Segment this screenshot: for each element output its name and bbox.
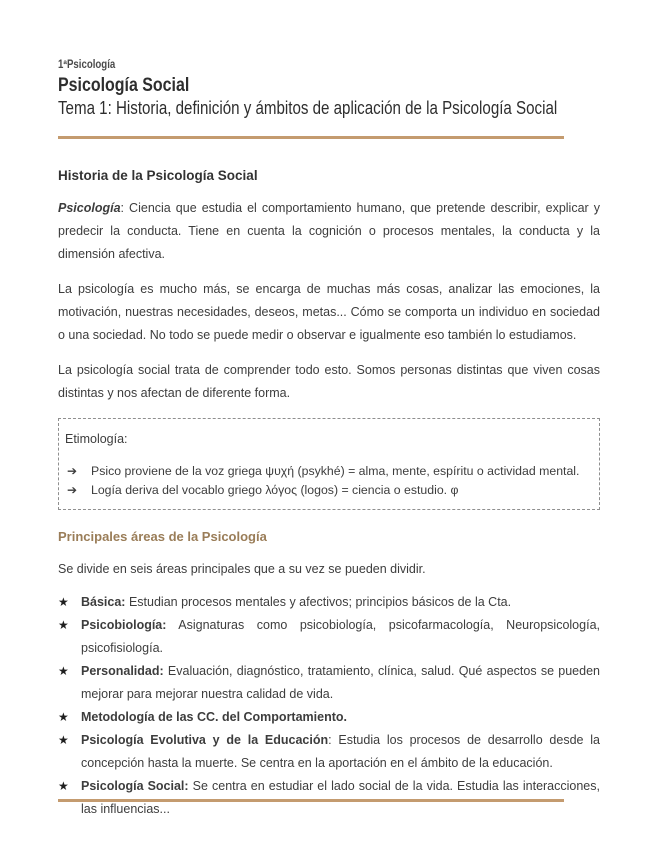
list-item-basica bbox=[58, 591, 600, 614]
right-arrow-icon: ➔ bbox=[67, 483, 78, 497]
list-item-lead: Básica: bbox=[81, 595, 126, 609]
paragraph-definicion-text: : Ciencia que estudia el comportamiento humano, que pretende describir, explicar y predecir la conducta. Tiene en cuenta la cognición o procesos mentales, la conducta y la dimensión afectiva. bbox=[58, 201, 600, 261]
document-title: Psicología Social bbox=[58, 75, 190, 96]
list-item-text: Asignaturas como psicobiología, psicofarmacología, Neuropsicología, psicofisiología. bbox=[81, 618, 600, 655]
list-item-social bbox=[58, 775, 600, 821]
star-icon: ★ bbox=[58, 595, 69, 609]
document-header bbox=[58, 58, 600, 139]
list-item-lead: Metodología de las CC. del Comportamiento. bbox=[81, 710, 347, 724]
section-heading-historia: Historia de la Psicología Social bbox=[58, 168, 258, 183]
star-icon: ★ bbox=[58, 779, 69, 793]
star-icon: ★ bbox=[58, 733, 69, 747]
list-item-text: Se centra en estudiar el lado social de la vida. Estudia las interacciones, las influencias... bbox=[81, 779, 600, 816]
list-item-lead: Personalidad: bbox=[81, 664, 164, 678]
star-icon: ★ bbox=[58, 618, 69, 632]
list-item-text: Estudian procesos mentales y afectivos; principios básicos de la Cta. bbox=[125, 595, 512, 609]
star-icon: ★ bbox=[58, 710, 69, 724]
section-heading-areas: Principales áreas de la Psicología bbox=[58, 529, 267, 544]
paragraph-psicologia-social: La psicología social trata de comprender todo esto. Somos personas distintas que viven cosas distintas y nos afectan de diferente forma. bbox=[58, 363, 600, 400]
section-areas bbox=[58, 528, 600, 821]
etymology-item-logia-text: Logía deriva del vocablo griego λόγος (logos) = ciencia o estudio. φ bbox=[91, 483, 459, 497]
document-subtitle: Tema 1: Historia, definición y ámbitos de aplicación de la Psicología Social bbox=[58, 98, 558, 118]
footer-divider bbox=[58, 799, 564, 802]
section-historia bbox=[58, 167, 600, 405]
etymology-item-logia bbox=[65, 481, 589, 500]
areas-list bbox=[58, 591, 600, 821]
list-item-text: Evaluación, diagnóstico, tratamiento, clínica, salud. Qué aspectos se pueden mejorar para mejorar nuestra calidad de vida. bbox=[81, 664, 600, 701]
list-item-text: : Estudia los procesos de desarrollo desde la concepción hasta la muerte. Se centra en la aportación en el ámbito de la educación. bbox=[81, 733, 600, 770]
right-arrow-icon: ➔ bbox=[67, 464, 78, 478]
etymology-box bbox=[58, 418, 600, 510]
paragraph-definicion bbox=[58, 197, 600, 266]
list-item-lead: Psicología Social: bbox=[81, 779, 189, 793]
paragraph-ampliacion: La psicología es mucho más, se encarga de muchas más cosas, analizar las emociones, la motivación, nuestras necesidades, deseos, metas... Cómo se comporta un individuo en sociedad o una sociedad. No todo se puede medir o observar e igualmente eso también lo estudiamos. bbox=[58, 282, 600, 342]
etymology-item-psico bbox=[65, 462, 589, 481]
list-item-personalidad bbox=[58, 660, 600, 706]
list-item-psicobiologia bbox=[58, 614, 600, 660]
etymology-title: Etimología: bbox=[65, 432, 128, 446]
list-item-lead: Psicobiología: bbox=[81, 618, 167, 632]
areas-intro: Se divide en seis áreas principales que a su vez se pueden dividir. bbox=[58, 562, 426, 576]
star-icon: ★ bbox=[58, 664, 69, 678]
course-label: 1ªPsicología bbox=[58, 59, 116, 71]
header-divider bbox=[58, 136, 564, 139]
list-item-lead: Psicología Evolutiva y de la Educación bbox=[81, 733, 329, 747]
list-item-metodologia bbox=[58, 706, 600, 729]
etymology-item-psico-text: Psico proviene de la voz griega ψυχή (psykhé) = alma, mente, espíritu o actividad mental. bbox=[91, 464, 580, 478]
term-psicologia: Psicología bbox=[58, 201, 121, 215]
list-item-evolutiva bbox=[58, 729, 600, 775]
